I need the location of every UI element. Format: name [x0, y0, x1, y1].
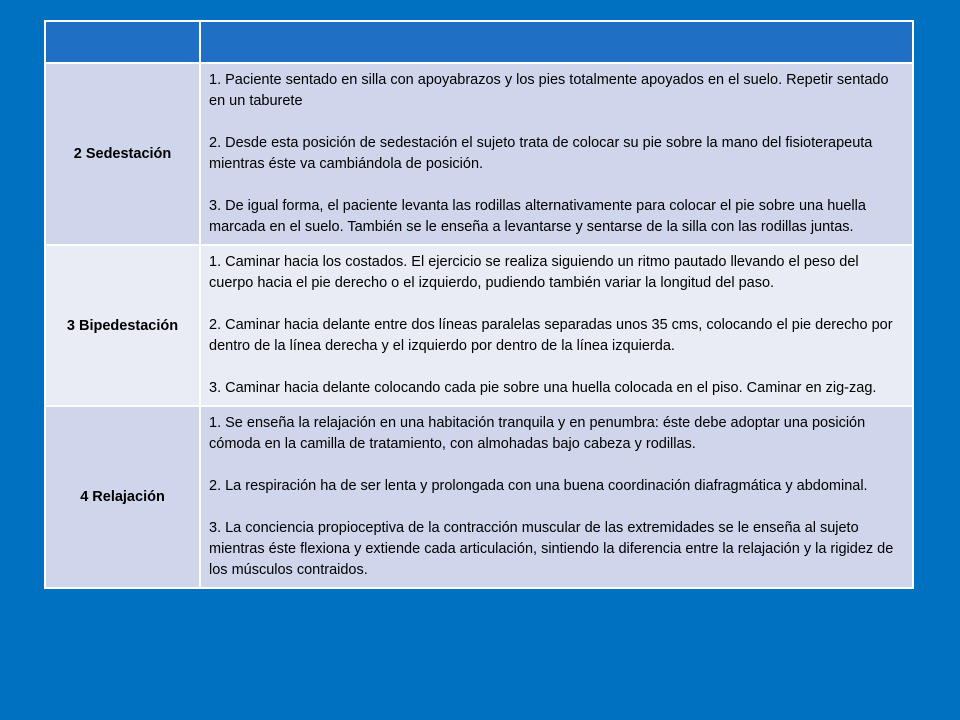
exercise-table: [44, 20, 914, 589]
phase-exercises-relajacion: [200, 406, 913, 588]
table-row-relajacion: [45, 406, 913, 588]
header-cell-exercises: [200, 21, 913, 63]
table-header-row: [45, 21, 913, 63]
phase-label-relajacion: 4 Relajación: [45, 406, 200, 588]
phase-exercises-bipedestacion: [200, 245, 913, 406]
phase-exercises-sedestacion: [200, 63, 913, 245]
exercise-item: 1. Caminar hacia los costados. El ejercicio se realiza siguiendo un ritmo pautado llevando el peso del cuerpo hacia el pie derecho o el izquierdo, pudiendo también variar la longitud del paso.: [209, 254, 859, 291]
exercise-item: 3. De igual forma, el paciente levanta las rodillas alternativamente para colocar el pie sobre una huella marcada en el suelo. También se le enseña a levantarse y sentarse de la silla con las rodillas juntas.: [209, 198, 866, 235]
exercise-item: 1. Se enseña la relajación en una habitación tranquila y en penumbra: éste debe adoptar una posición cómoda en la camilla de tratamiento, con almohadas bajo cabeza y rodillas.: [209, 415, 866, 452]
table-row-sedestacion: [45, 63, 913, 245]
header-cell-phase: [45, 21, 200, 63]
exercise-item: 2. Caminar hacia delante entre dos líneas paralelas separadas unos 35 cms, colocando el pie derecho por dentro de la línea derecha y el izquierdo por dentro de la línea izquierda.: [209, 317, 893, 354]
exercise-item: 2. La respiración ha de ser lenta y prolongada con una buena coordinación diafragmática y abdominal.: [209, 478, 868, 494]
exercise-item: 3. La conciencia propioceptiva de la contracción muscular de las extremidades se le enseña al sujeto mientras éste flexiona y extiende cada articulación, sintiendo la diferencia entre la relajación y la rigidez de los músculos contraidos.: [209, 520, 894, 578]
exercise-item: 3. Caminar hacia delante colocando cada pie sobre una huella colocada en el piso. Caminar en zig-zag.: [209, 380, 877, 396]
exercise-item: 1. Paciente sentado en silla con apoyabrazos y los pies totalmente apoyados en el suelo. Repetir sentado en un taburete: [209, 72, 889, 109]
exercise-item: 2. Desde esta posición de sedestación el sujeto trata de colocar su pie sobre la mano del fisioterapeuta mientras éste va cambiándola de posición.: [209, 135, 873, 172]
table-row-bipedestacion: [45, 245, 913, 406]
phase-label-bipedestacion: 3 Bipedestación: [45, 245, 200, 406]
phase-label-sedestacion: 2 Sedestación: [45, 63, 200, 245]
